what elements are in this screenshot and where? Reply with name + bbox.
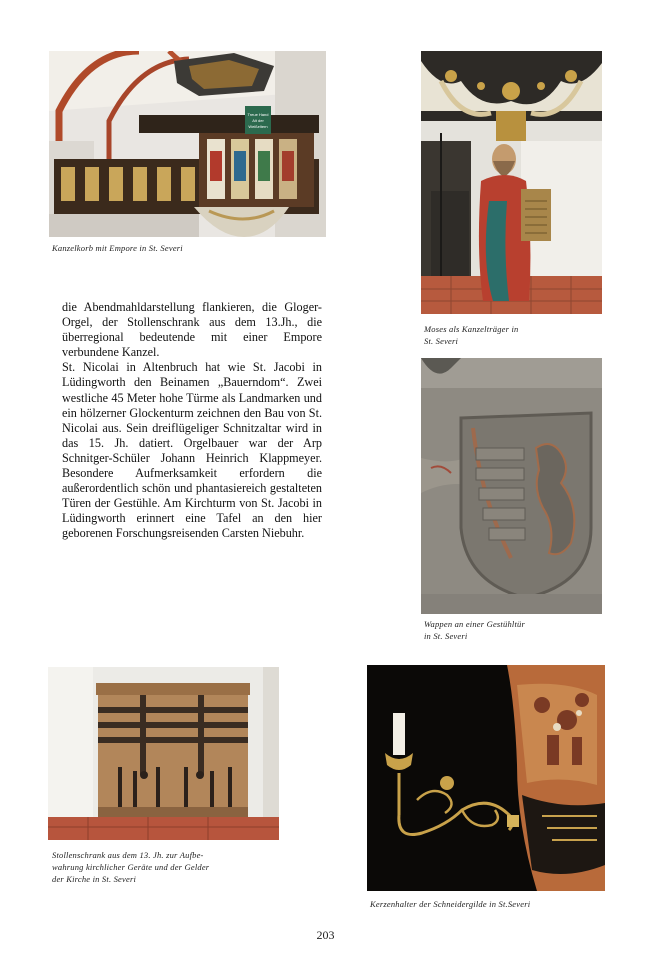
body-paragraph: St. Nicolai in Altenbruch hat wie St. Jacobi in Lüdingworth den Beinamen „Bauerndom“. Zwei westliche 45 Meter hohe Türme als Landmarken und ein hölzerner Glockenturm zeichnen den Bau von St. Nicolai aus. Sein dreiflügeliger Schnitzaltar wird in das 15. Jh. datiert. Orgelbauer war der Arp Schnitger-Schüler Johann Heinrich Klappmeyer. Besondere Aufmerksamkeit erfordern die außerordentlich schön und phantasiereich gestalteten Türen der Gestühle. Am Kirchturm von St. Jacobi in Lüdingworth erinnert eine Tafel an den hier geborenen Forschungsreisenden Carsten Niebuhr. <box>62 360 322 541</box>
caption-moses-line-2: St. Severi <box>424 336 459 346</box>
caption-schrank-line-1: Stollenschrank aus dem 13. Jh. zur Aufbe- <box>52 850 204 860</box>
caption-kerzen: Kerzenhalter der Schneidergilde in St.Severi <box>370 899 531 909</box>
page-number: 203 <box>316 928 335 942</box>
caption-wappen <box>424 618 525 642</box>
photo-stollenschrank <box>48 667 279 840</box>
caption-moses <box>424 323 519 347</box>
body-text <box>62 300 322 542</box>
sign-line-3: Weißeltern <box>248 124 268 129</box>
caption-schrank <box>52 849 209 885</box>
photo-moses-pulpit-bearer <box>421 51 602 314</box>
caption-wappen-line-2: in St. Severi <box>424 631 468 641</box>
sign-line-2: Alt der <box>252 118 264 123</box>
photo-candle-holder <box>367 665 605 891</box>
body-paragraph: die Abendmahldarstellung flankieren, die Gloger-Orgel, der Stollenschrank aus dem 13.Jh., die überregional bedeutende mit einer Empore verbundene Kanzel. <box>62 300 322 360</box>
caption-pulpit: Kanzelkorb mit Empore in St. Severi <box>52 243 183 253</box>
caption-moses-line-1: Moses als Kanzelträger in <box>424 324 519 334</box>
photo-pulpit-gallery <box>49 51 326 237</box>
caption-schrank-line-2: wahrung kirchlicher Geräte und der Gelder <box>52 862 210 872</box>
caption-wappen-line-1: Wappen an einer Gestühltür <box>424 619 525 629</box>
caption-schrank-line-3: der Kirche in St. Severi <box>52 874 137 884</box>
photo-coat-of-arms <box>421 358 602 614</box>
sign-line-1: Treue Hand <box>247 112 269 117</box>
